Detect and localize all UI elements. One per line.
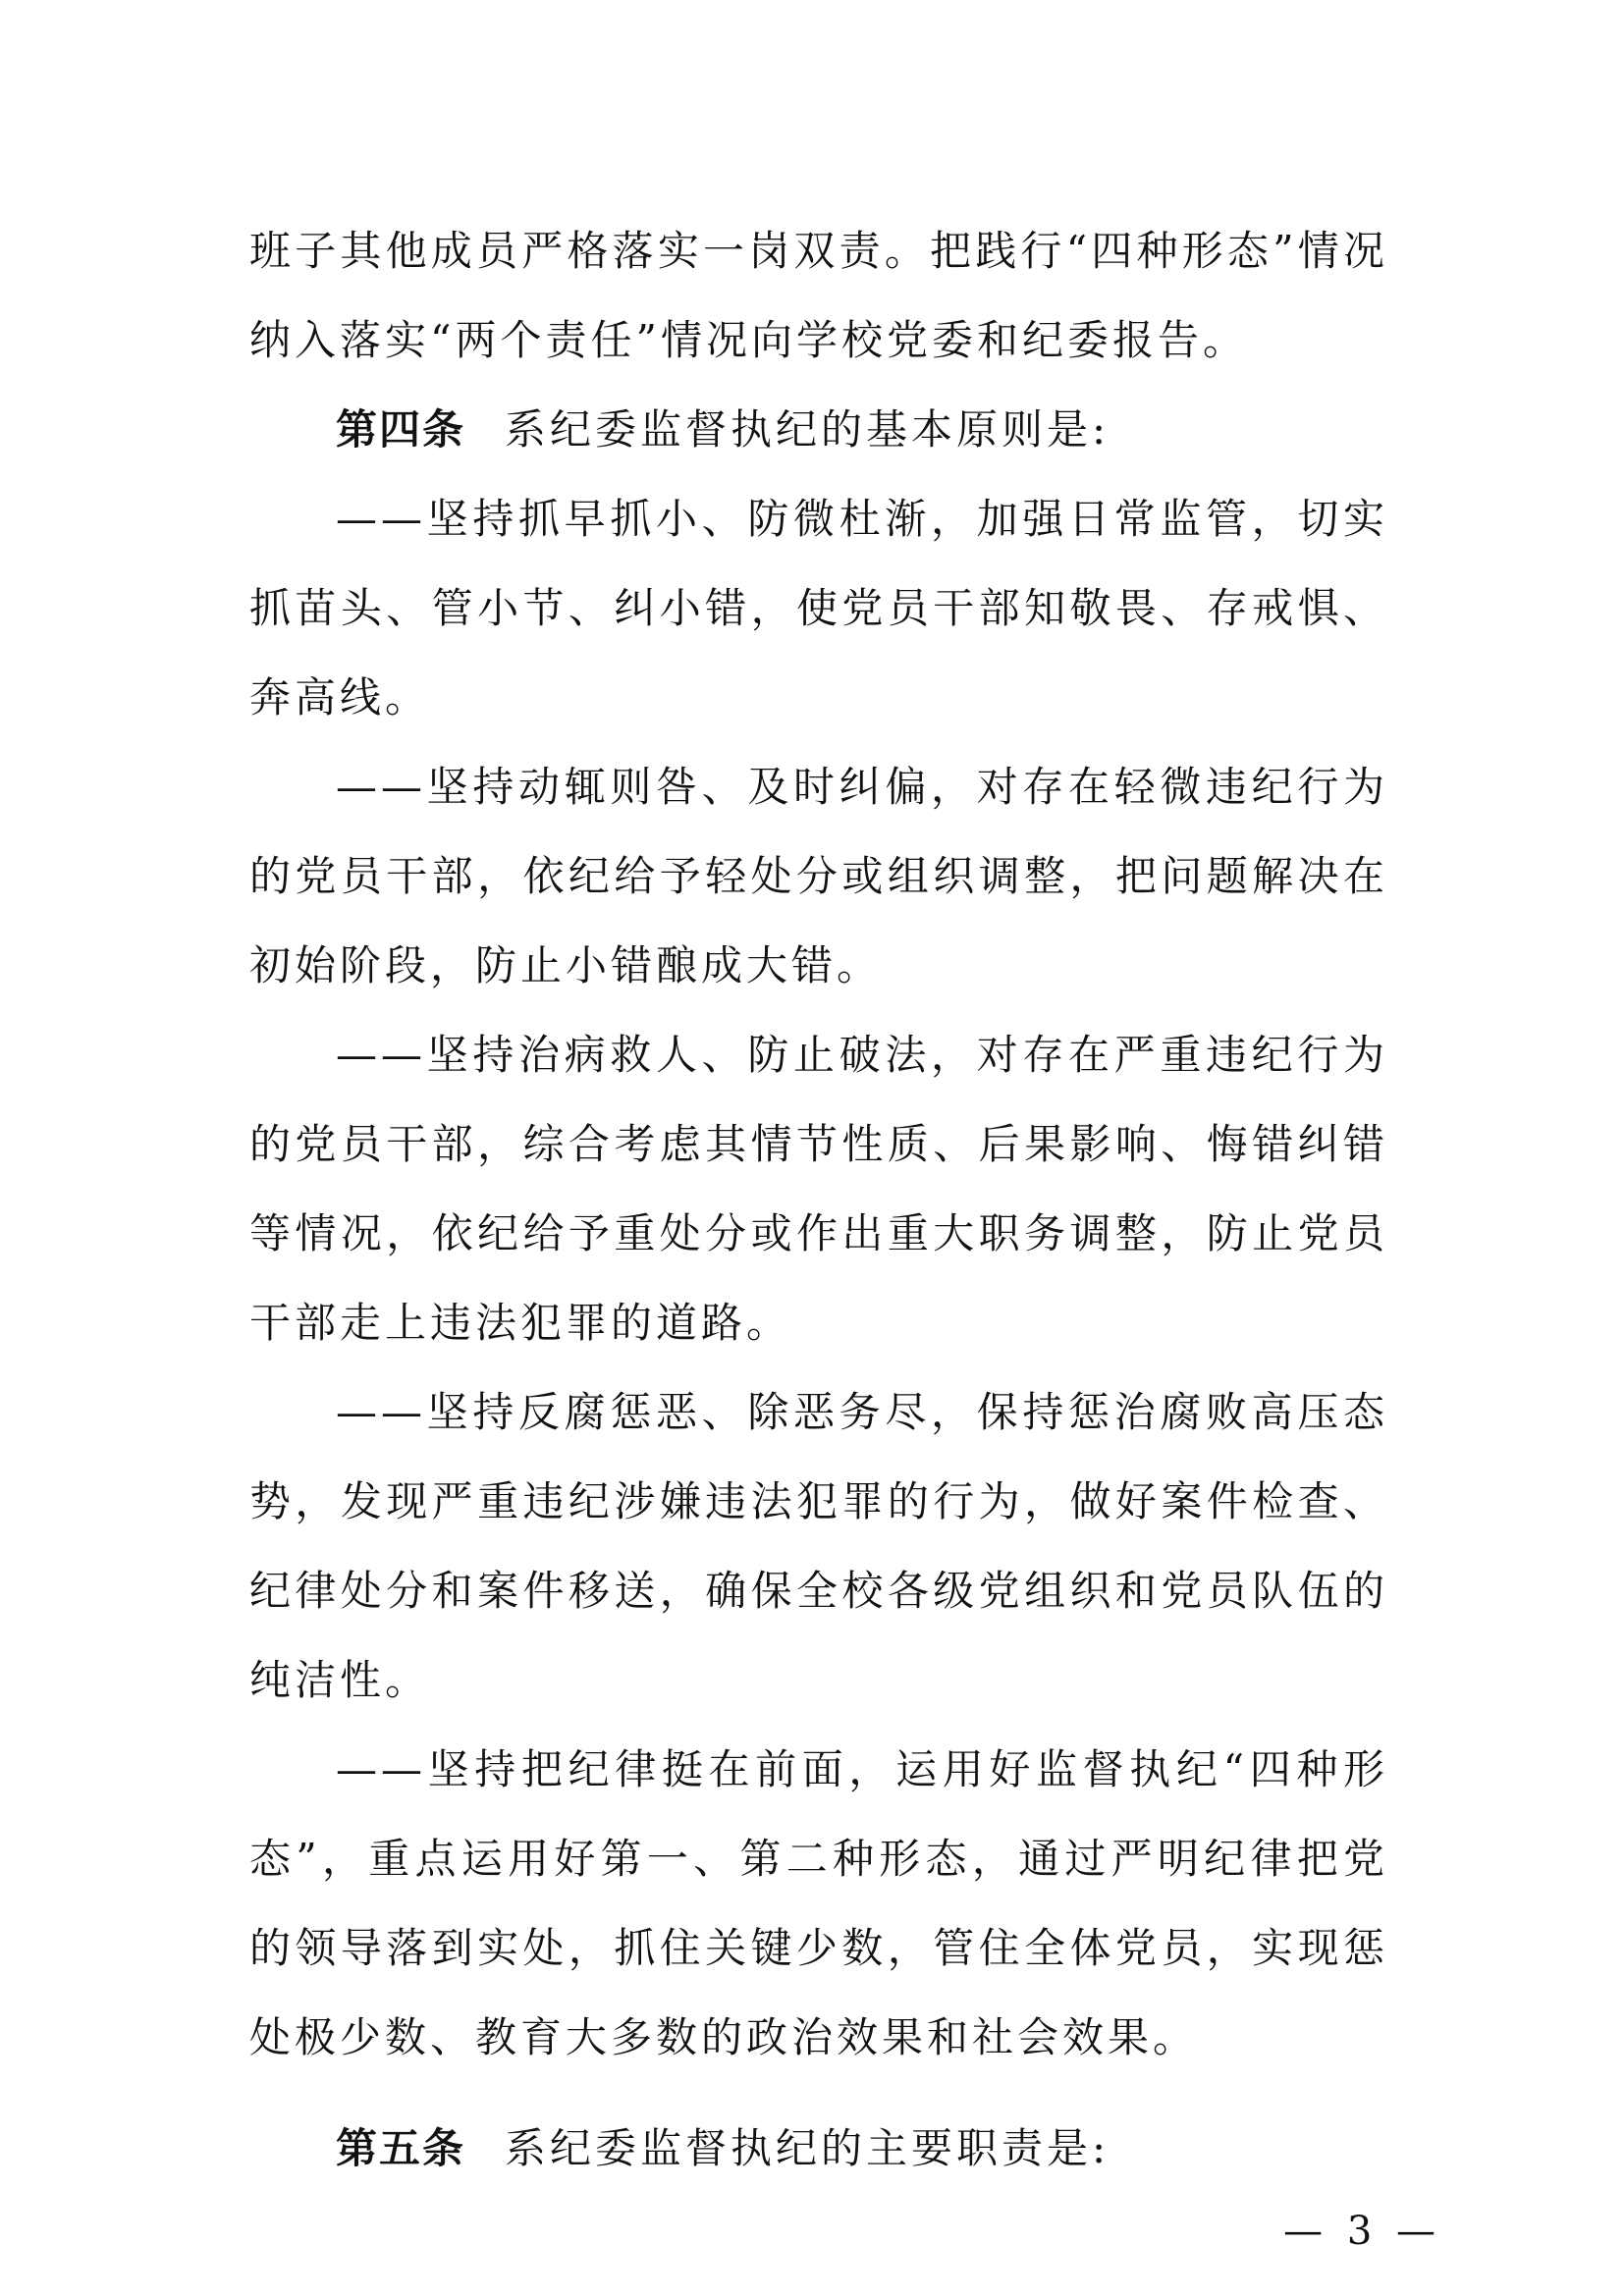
article-4-text: 系纪委监督执纪的基本原则是: <box>505 405 1110 454</box>
article-5-paragraph <box>249 2104 1388 2193</box>
article-4-paragraph <box>249 385 1388 474</box>
article-5-heading: 第五条 <box>336 2124 466 2172</box>
article-4-heading: 第四条 <box>336 405 466 454</box>
page-number: — 3 — <box>1283 2209 1441 2254</box>
body-text <box>249 206 1388 2193</box>
principle-item-2: ——坚持动辄则咎、及时纠偏，对存在轻微违纪行为的党员干部，依纪给予轻处分或组织调整，把问题解决在初始阶段，防止小错酿成大错。 <box>249 763 1388 989</box>
principle-item-4: ——坚持反腐惩恶、除恶务尽，保持惩治腐败高压态势，发现严重违纪涉嫌违法犯罪的行为，做好案件检查、纪律处分和案件移送，确保全校各级党组织和党员队伍的纯洁性。 <box>249 1388 1388 1704</box>
principle-item-5: ——坚持把纪律挺在前面，运用好监督执纪“四种形态”，重点运用好第一、第二种形态，通过严明纪律把党的领导落到实处，抓住关键少数，管住全体党员，实现惩处极少数、教育大多数的政治效果和社会效果。 <box>249 1745 1388 2061</box>
paragraph-continued: 班子其他成员严格落实一岗双责。把践行“四种形态”情况纳入落实“两个责任”情况向学校党委和纪委报告。 <box>249 227 1388 364</box>
principle-item-3: ——坚持治病救人、防止破法，对存在严重违纪行为的党员干部，综合考虑其情节性质、后果影响、悔错纠错等情况，依纪给予重处分或作出重大职务调整，防止党员干部走上违法犯罪的道路。 <box>249 1031 1388 1347</box>
article-5-text: 系纪委监督执纪的主要职责是: <box>505 2124 1110 2172</box>
principle-item-1: ——坚持抓早抓小、防微杜渐，加强日常监管，切实抓苗头、管小节、纠小错，使党员干部知敬畏、存戒惧、奔高线。 <box>249 495 1388 721</box>
